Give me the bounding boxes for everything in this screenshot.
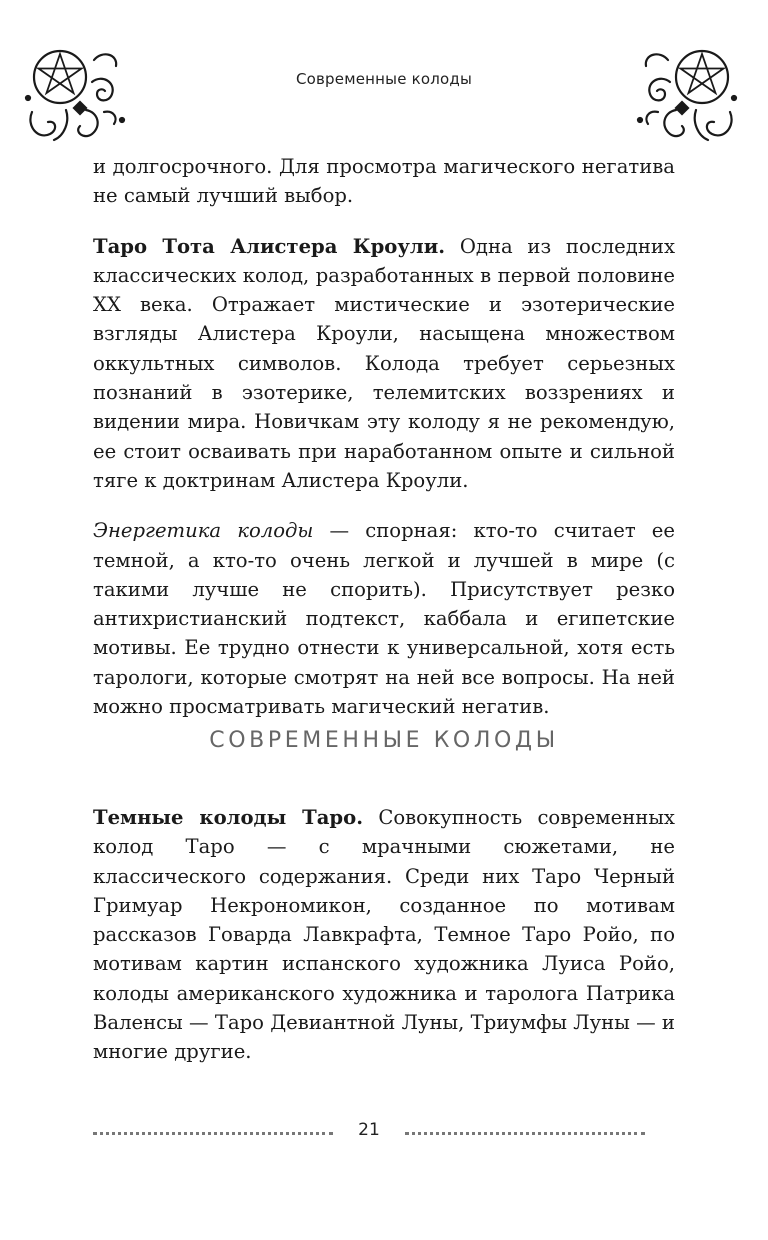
footer-dotted-rule (405, 1132, 645, 1135)
page-footer (93, 1118, 643, 1148)
paragraph-text: Совокупность современных колод Таро — с мрачными сюжетами, не классического содержания. Среди них Таро Черный Гримуар Некрономикон, созданное по мотивам рассказов Говарда Лавкрафта, Темное Таро Ройо, по мотивам картин испанского художника Луиса Ройо, колоды американского художника и таролога Патрика Валенсы — Таро Девиантной Луны, Триумфы Луны — и многие другие. (93, 806, 675, 1064)
page-number: 21 (358, 1120, 380, 1140)
paragraph-text: и долгосрочного. Для просмотра магического негатива не самый лучший выбор. (93, 155, 675, 208)
footer-dotted-rule (93, 1132, 333, 1135)
running-header-title: Современные колоды (295, 70, 473, 88)
section-body-text (93, 803, 675, 1067)
paragraph (93, 803, 675, 1067)
pentacle-ornament-icon (22, 40, 132, 148)
paragraph-lead-bold: Темные колоды Таро. (93, 806, 364, 829)
paragraph-lead-italic: Энергетика колоды (93, 519, 314, 543)
body-text (93, 152, 675, 721)
paragraph (93, 152, 675, 211)
paragraph-text: Одна из последних классических колод, разработанных в первой половине XX века. Отражает мистические и эзотерические взгляды Алистера Кроули, насыщена множеством оккультных символов. Колода требует серьезных познаний в эзотерике, телемитских воззрениях и видении мира. Новичкам эту колоду я не рекомендую, ее стоит осваивать при наработанном опыте и сильной тяге к доктринам Алистера Кроули. (93, 234, 676, 492)
paragraph (93, 516, 675, 721)
paragraph-lead-bold: Таро Тота Алистера Кроули. (93, 234, 446, 258)
paragraph-text: — спорная: кто-то считает ее темной, а кто-то очень легкой и лучшей в мире (с такими лучше не спорить). Присутствует резко антихристианский подтекст, каббала и египетские мотивы. Ее трудно отнести к универсальной, хотя есть тарологи, которые смотрят на ней все вопросы. На ней можно просматривать магический негатив. (93, 519, 675, 719)
paragraph (93, 232, 675, 496)
pentacle-ornament-icon (630, 40, 740, 148)
section-heading: СОВРЕМЕННЫЕ КОЛОДЫ (209, 728, 559, 753)
